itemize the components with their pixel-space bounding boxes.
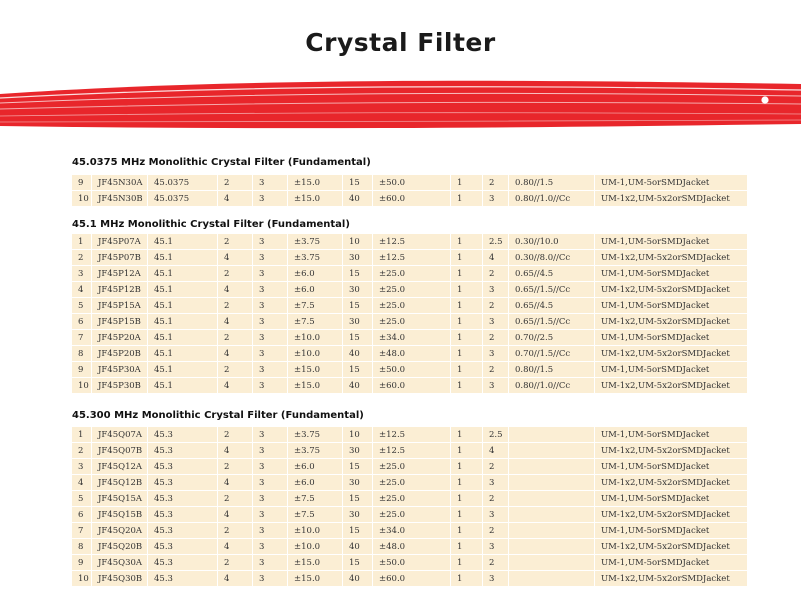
table-cell: 45.1 xyxy=(148,362,218,377)
spec-table-45-1 xyxy=(72,233,748,394)
table-cell: 1 xyxy=(451,491,483,506)
table-cell: 30 xyxy=(343,443,373,458)
table-cell: 4 xyxy=(483,443,509,458)
table-cell: 45.3 xyxy=(148,507,218,522)
table-cell: 30 xyxy=(343,282,373,297)
table-cell: JF45N30B xyxy=(92,191,148,206)
table-cell: 40 xyxy=(343,346,373,361)
table-cell: 9 xyxy=(72,555,92,570)
table-cell: ±25.0 xyxy=(373,507,451,522)
table-cell: UM-1x2,UM-5x2orSMDJacket xyxy=(595,250,748,265)
table-cell: 3 xyxy=(253,298,288,313)
table-cell: 45.1 xyxy=(148,266,218,281)
table-cell: JF45P07A xyxy=(92,234,148,249)
table-cell: UM-1x2,UM-5x2orSMDJacket xyxy=(595,282,748,297)
table-cell: JF45Q20B xyxy=(92,539,148,554)
table-cell: JF45Q20A xyxy=(92,523,148,538)
table-cell: ±6.0 xyxy=(288,459,343,474)
table-cell: ±12.5 xyxy=(373,250,451,265)
table-cell: 4 xyxy=(72,282,92,297)
table-cell: 3 xyxy=(483,314,509,329)
table-cell: ±25.0 xyxy=(373,298,451,313)
table-row xyxy=(72,362,748,377)
table-cell: 3 xyxy=(253,491,288,506)
table-cell: UM-1x2,UM-5x2orSMDJacket xyxy=(595,571,748,586)
table-cell: 45.1 xyxy=(148,378,218,393)
table-cell: 45.3 xyxy=(148,459,218,474)
table-cell: UM-1,UM-5orSMDJacket xyxy=(595,427,748,442)
table-cell: 45.3 xyxy=(148,571,218,586)
table-cell: 0.80//1.0//Cc xyxy=(509,378,595,393)
table-cell: 3 xyxy=(253,191,288,206)
table-row xyxy=(72,427,748,442)
table-cell: 3 xyxy=(483,378,509,393)
table-cell: ±10.0 xyxy=(288,523,343,538)
table-cell: 3 xyxy=(253,282,288,297)
table-cell: 5 xyxy=(72,298,92,313)
table-cell: 2 xyxy=(72,250,92,265)
table-cell: UM-1x2,UM-5x2orSMDJacket xyxy=(595,443,748,458)
table-row xyxy=(72,234,748,249)
table-cell: 2 xyxy=(218,459,253,474)
table-cell: 3 xyxy=(483,507,509,522)
table-cell: 10 xyxy=(343,427,373,442)
table-cell: 3 xyxy=(253,330,288,345)
table-cell: 4 xyxy=(483,250,509,265)
table-cell: 3 xyxy=(253,555,288,570)
table-cell: 3 xyxy=(253,443,288,458)
table-cell: JF45Q15B xyxy=(92,507,148,522)
table-row xyxy=(72,475,748,490)
table-cell: 0.70//2.5 xyxy=(509,330,595,345)
table-cell: 45.1 xyxy=(148,298,218,313)
table-cell: ±6.0 xyxy=(288,266,343,281)
table-cell: JF45P30B xyxy=(92,378,148,393)
table-cell: ±12.5 xyxy=(373,234,451,249)
table-cell: 2 xyxy=(218,427,253,442)
table-cell: 4 xyxy=(218,443,253,458)
table-cell: 15 xyxy=(343,330,373,345)
table-cell: ±6.0 xyxy=(288,282,343,297)
table-cell: 2 xyxy=(483,330,509,345)
table-cell: 45.3 xyxy=(148,523,218,538)
table-row xyxy=(72,282,748,297)
table-cell: 3 xyxy=(483,282,509,297)
table-cell: 1 xyxy=(451,378,483,393)
table-cell: 2 xyxy=(218,555,253,570)
table-row xyxy=(72,378,748,393)
table-cell: ±34.0 xyxy=(373,330,451,345)
table-cell: 3 xyxy=(253,314,288,329)
table-cell: UM-1,UM-5orSMDJacket xyxy=(595,175,748,190)
table-cell: 15 xyxy=(343,459,373,474)
table-cell: 0.30//8.0//Cc xyxy=(509,250,595,265)
table-cell: UM-1,UM-5orSMDJacket xyxy=(595,298,748,313)
table-cell: ±50.0 xyxy=(373,362,451,377)
table-cell: JF45P20B xyxy=(92,346,148,361)
spec-table-45-300 xyxy=(72,426,748,587)
table-cell: ±48.0 xyxy=(373,539,451,554)
table-cell: 15 xyxy=(343,491,373,506)
table-cell: 1 xyxy=(451,459,483,474)
table-cell: JF45Q15A xyxy=(92,491,148,506)
table-cell: 45.1 xyxy=(148,314,218,329)
table-cell: JF45Q30B xyxy=(92,571,148,586)
table-cell: 3 xyxy=(483,475,509,490)
table-cell: ±10.0 xyxy=(288,539,343,554)
table-cell: JF45Q12B xyxy=(92,475,148,490)
table-cell: 45.3 xyxy=(148,491,218,506)
table-cell: 3 xyxy=(253,507,288,522)
table-cell: 45.1 xyxy=(148,250,218,265)
table-cell: UM-1x2,UM-5x2orSMDJacket xyxy=(595,507,748,522)
table-cell: 2 xyxy=(483,362,509,377)
table-cell: 3 xyxy=(253,523,288,538)
table-cell: 3 xyxy=(72,459,92,474)
table-cell xyxy=(509,443,595,458)
table-cell: 6 xyxy=(72,314,92,329)
table-cell: ±34.0 xyxy=(373,523,451,538)
table-cell: 8 xyxy=(72,539,92,554)
table-cell: 45.0375 xyxy=(148,175,218,190)
table-cell: 40 xyxy=(343,539,373,554)
page-title: Crystal Filter xyxy=(305,28,496,57)
table-cell: ±60.0 xyxy=(373,378,451,393)
table-cell: 0.65//4.5 xyxy=(509,266,595,281)
table-cell: 1 xyxy=(451,571,483,586)
table-cell: 2 xyxy=(483,523,509,538)
table-cell: 15 xyxy=(343,555,373,570)
table-cell: ±7.5 xyxy=(288,298,343,313)
table-cell: 2 xyxy=(483,459,509,474)
table-cell: 9 xyxy=(72,362,92,377)
table-cell: 0.65//1.5//Cc xyxy=(509,314,595,329)
table-cell: UM-1,UM-5orSMDJacket xyxy=(595,555,748,570)
table-row xyxy=(72,571,748,586)
table-cell: 1 xyxy=(451,443,483,458)
spec-table-45-0375 xyxy=(72,174,748,207)
table-cell: ±15.0 xyxy=(288,175,343,190)
table-cell: ±3.75 xyxy=(288,234,343,249)
table-cell: 3 xyxy=(253,234,288,249)
table-cell: 4 xyxy=(218,475,253,490)
table-cell: ±50.0 xyxy=(373,175,451,190)
table-cell: 3 xyxy=(253,266,288,281)
table-cell: 4 xyxy=(218,539,253,554)
table-cell: 45.0375 xyxy=(148,191,218,206)
table-cell: 40 xyxy=(343,191,373,206)
table-cell: ±12.5 xyxy=(373,427,451,442)
table-cell: 3 xyxy=(253,378,288,393)
table-cell: 3 xyxy=(253,475,288,490)
table-cell: JF45Q12A xyxy=(92,459,148,474)
table-cell: 2 xyxy=(218,523,253,538)
table-cell: ±15.0 xyxy=(288,555,343,570)
table-cell: 4 xyxy=(218,571,253,586)
table-cell: 10 xyxy=(72,571,92,586)
table-cell: ±10.0 xyxy=(288,346,343,361)
table-cell: JF45P15B xyxy=(92,314,148,329)
table-cell: 4 xyxy=(218,191,253,206)
table-cell xyxy=(509,475,595,490)
table-cell: 1 xyxy=(451,523,483,538)
table-cell: 3 xyxy=(253,250,288,265)
table-cell: 2 xyxy=(218,330,253,345)
section-title-45-300: 45.300 MHz Monolithic Crystal Filter (Fundamental) xyxy=(72,410,364,421)
table-cell: 7 xyxy=(72,523,92,538)
table-cell: JF45P07B xyxy=(92,250,148,265)
table-cell: UM-1,UM-5orSMDJacket xyxy=(595,266,748,281)
table-cell: JF45P15A xyxy=(92,298,148,313)
table-cell: JF45N30A xyxy=(92,175,148,190)
table-cell: 45.1 xyxy=(148,330,218,345)
table-cell: JF45P20A xyxy=(92,330,148,345)
table-cell: UM-1x2,UM-5x2orSMDJacket xyxy=(595,191,748,206)
table-cell: 2.5 xyxy=(483,234,509,249)
table-cell: UM-1,UM-5orSMDJacket xyxy=(595,362,748,377)
table-cell: ±15.0 xyxy=(288,362,343,377)
banner-dot-icon xyxy=(761,96,768,103)
table-cell: UM-1,UM-5orSMDJacket xyxy=(595,459,748,474)
table-cell: 1 xyxy=(451,330,483,345)
table-cell: 30 xyxy=(343,507,373,522)
table-cell: 2 xyxy=(483,491,509,506)
table-cell: UM-1,UM-5orSMDJacket xyxy=(595,234,748,249)
table-cell: 1 xyxy=(451,507,483,522)
table-cell: 3 xyxy=(483,571,509,586)
table-cell: 2 xyxy=(72,443,92,458)
table-cell: 1 xyxy=(451,266,483,281)
table-row xyxy=(72,523,748,538)
table-cell: 30 xyxy=(343,475,373,490)
table-cell: 40 xyxy=(343,571,373,586)
table-cell: 1 xyxy=(451,427,483,442)
table-cell: ±15.0 xyxy=(288,378,343,393)
table-cell: 2 xyxy=(483,298,509,313)
table-cell: 1 xyxy=(451,175,483,190)
table-cell xyxy=(509,491,595,506)
table-cell: UM-1,UM-5orSMDJacket xyxy=(595,523,748,538)
table-cell: JF45Q30A xyxy=(92,555,148,570)
table-cell: 2 xyxy=(218,266,253,281)
table-cell: 3 xyxy=(253,539,288,554)
table-cell: 30 xyxy=(343,314,373,329)
table-cell: 45.3 xyxy=(148,539,218,554)
table-cell: 3 xyxy=(253,362,288,377)
table-cell: UM-1x2,UM-5x2orSMDJacket xyxy=(595,475,748,490)
table-cell: 1 xyxy=(72,427,92,442)
table-cell: 45.1 xyxy=(148,346,218,361)
table-cell: ±60.0 xyxy=(373,191,451,206)
table-cell: 1 xyxy=(451,555,483,570)
table-cell: 3 xyxy=(253,459,288,474)
table-cell: 10 xyxy=(72,191,92,206)
table-row xyxy=(72,250,748,265)
table-cell: JF45Q07B xyxy=(92,443,148,458)
table-cell: 1 xyxy=(451,191,483,206)
table-cell: 15 xyxy=(343,523,373,538)
table-cell: 3 xyxy=(253,427,288,442)
table-cell: 3 xyxy=(72,266,92,281)
table-cell: 1 xyxy=(451,234,483,249)
table-cell: ±7.5 xyxy=(288,491,343,506)
table-cell: 30 xyxy=(343,250,373,265)
table-cell: 15 xyxy=(343,298,373,313)
table-cell: ±25.0 xyxy=(373,459,451,474)
table-cell xyxy=(509,427,595,442)
table-cell: 2 xyxy=(218,298,253,313)
table-cell: 2 xyxy=(483,555,509,570)
table-cell: ±6.0 xyxy=(288,475,343,490)
table-cell: ±25.0 xyxy=(373,266,451,281)
table-cell: ±60.0 xyxy=(373,571,451,586)
table-cell: 0.80//1.0//Cc xyxy=(509,191,595,206)
table-cell: 3 xyxy=(483,191,509,206)
table-row xyxy=(72,330,748,345)
table-cell: ±3.75 xyxy=(288,443,343,458)
section-title-45-1: 45.1 MHz Monolithic Crystal Filter (Fundamental) xyxy=(72,219,350,230)
table-cell: UM-1x2,UM-5x2orSMDJacket xyxy=(595,346,748,361)
table-cell: 1 xyxy=(451,282,483,297)
table-cell: 2 xyxy=(218,175,253,190)
table-cell: 2 xyxy=(218,234,253,249)
table-cell: ±7.5 xyxy=(288,314,343,329)
table-cell: ±25.0 xyxy=(373,314,451,329)
table-cell: ±3.75 xyxy=(288,427,343,442)
table-row xyxy=(72,555,748,570)
table-cell: 4 xyxy=(218,507,253,522)
table-cell: 0.70//1.5//Cc xyxy=(509,346,595,361)
table-cell: 10 xyxy=(72,378,92,393)
table-row xyxy=(72,507,748,522)
table-cell: UM-1x2,UM-5x2orSMDJacket xyxy=(595,539,748,554)
table-cell: 2 xyxy=(483,266,509,281)
table-cell: 3 xyxy=(253,175,288,190)
table-cell: 7 xyxy=(72,330,92,345)
table-cell: 45.3 xyxy=(148,443,218,458)
table-cell: 4 xyxy=(218,250,253,265)
table-cell: 0.80//1.5 xyxy=(509,362,595,377)
table-cell: ±50.0 xyxy=(373,555,451,570)
table-cell: ±48.0 xyxy=(373,346,451,361)
table-row xyxy=(72,443,748,458)
table-row xyxy=(72,459,748,474)
table-cell xyxy=(509,523,595,538)
table-cell: 0.65//4.5 xyxy=(509,298,595,313)
table-row xyxy=(72,175,748,190)
table-row xyxy=(72,191,748,206)
table-cell: 3 xyxy=(483,346,509,361)
table-cell: ±15.0 xyxy=(288,191,343,206)
table-cell: 5 xyxy=(72,491,92,506)
table-cell xyxy=(509,571,595,586)
table-cell: 4 xyxy=(218,314,253,329)
table-cell: 15 xyxy=(343,175,373,190)
table-cell: 1 xyxy=(451,298,483,313)
table-cell: 2 xyxy=(218,362,253,377)
table-cell: 4 xyxy=(218,346,253,361)
table-cell: 4 xyxy=(218,282,253,297)
table-cell: UM-1,UM-5orSMDJacket xyxy=(595,491,748,506)
table-cell: JF45Q07A xyxy=(92,427,148,442)
table-cell: 45.3 xyxy=(148,427,218,442)
table-cell: 40 xyxy=(343,378,373,393)
table-cell: 0.80//1.5 xyxy=(509,175,595,190)
table-cell: 0.65//1.5//Cc xyxy=(509,282,595,297)
table-row xyxy=(72,266,748,281)
table-row xyxy=(72,539,748,554)
table-cell: JF45P12A xyxy=(92,266,148,281)
table-cell: UM-1,UM-5orSMDJacket xyxy=(595,330,748,345)
table-cell: JF45P30A xyxy=(92,362,148,377)
table-cell: 1 xyxy=(451,362,483,377)
table-row xyxy=(72,298,748,313)
section-title-45-0375: 45.0375 MHz Monolithic Crystal Filter (Fundamental) xyxy=(72,157,371,168)
table-cell: ±25.0 xyxy=(373,282,451,297)
table-cell: 3 xyxy=(253,346,288,361)
table-cell: 45.1 xyxy=(148,234,218,249)
table-cell: 45.3 xyxy=(148,475,218,490)
table-cell: ±7.5 xyxy=(288,507,343,522)
table-row xyxy=(72,346,748,361)
table-cell: 1 xyxy=(72,234,92,249)
table-cell: 1 xyxy=(451,314,483,329)
table-cell: JF45P12B xyxy=(92,282,148,297)
table-cell: ±25.0 xyxy=(373,475,451,490)
table-cell: 4 xyxy=(72,475,92,490)
table-cell: 2.5 xyxy=(483,427,509,442)
table-cell: 2 xyxy=(218,491,253,506)
table-cell: 15 xyxy=(343,266,373,281)
table-cell: 3 xyxy=(483,539,509,554)
table-cell: 15 xyxy=(343,362,373,377)
table-row xyxy=(72,491,748,506)
table-cell: ±15.0 xyxy=(288,571,343,586)
table-cell: UM-1x2,UM-5x2orSMDJacket xyxy=(595,314,748,329)
table-cell xyxy=(509,539,595,554)
table-cell: 8 xyxy=(72,346,92,361)
table-cell: 1 xyxy=(451,250,483,265)
table-cell: ±3.75 xyxy=(288,250,343,265)
table-cell: 1 xyxy=(451,475,483,490)
table-cell: 6 xyxy=(72,507,92,522)
table-cell: UM-1x2,UM-5x2orSMDJacket xyxy=(595,378,748,393)
table-cell: 4 xyxy=(218,378,253,393)
table-cell: 1 xyxy=(451,346,483,361)
table-cell: 1 xyxy=(451,539,483,554)
table-row xyxy=(72,314,748,329)
table-cell: 9 xyxy=(72,175,92,190)
table-cell: 45.3 xyxy=(148,555,218,570)
table-cell: 3 xyxy=(253,571,288,586)
table-cell xyxy=(509,507,595,522)
table-cell xyxy=(509,555,595,570)
table-cell: ±12.5 xyxy=(373,443,451,458)
table-cell: 10 xyxy=(343,234,373,249)
table-cell: 0.30//10.0 xyxy=(509,234,595,249)
header-banner xyxy=(0,76,801,134)
table-cell: 2 xyxy=(483,175,509,190)
table-cell: ±25.0 xyxy=(373,491,451,506)
table-cell: ±10.0 xyxy=(288,330,343,345)
table-cell xyxy=(509,459,595,474)
table-cell: 45.1 xyxy=(148,282,218,297)
